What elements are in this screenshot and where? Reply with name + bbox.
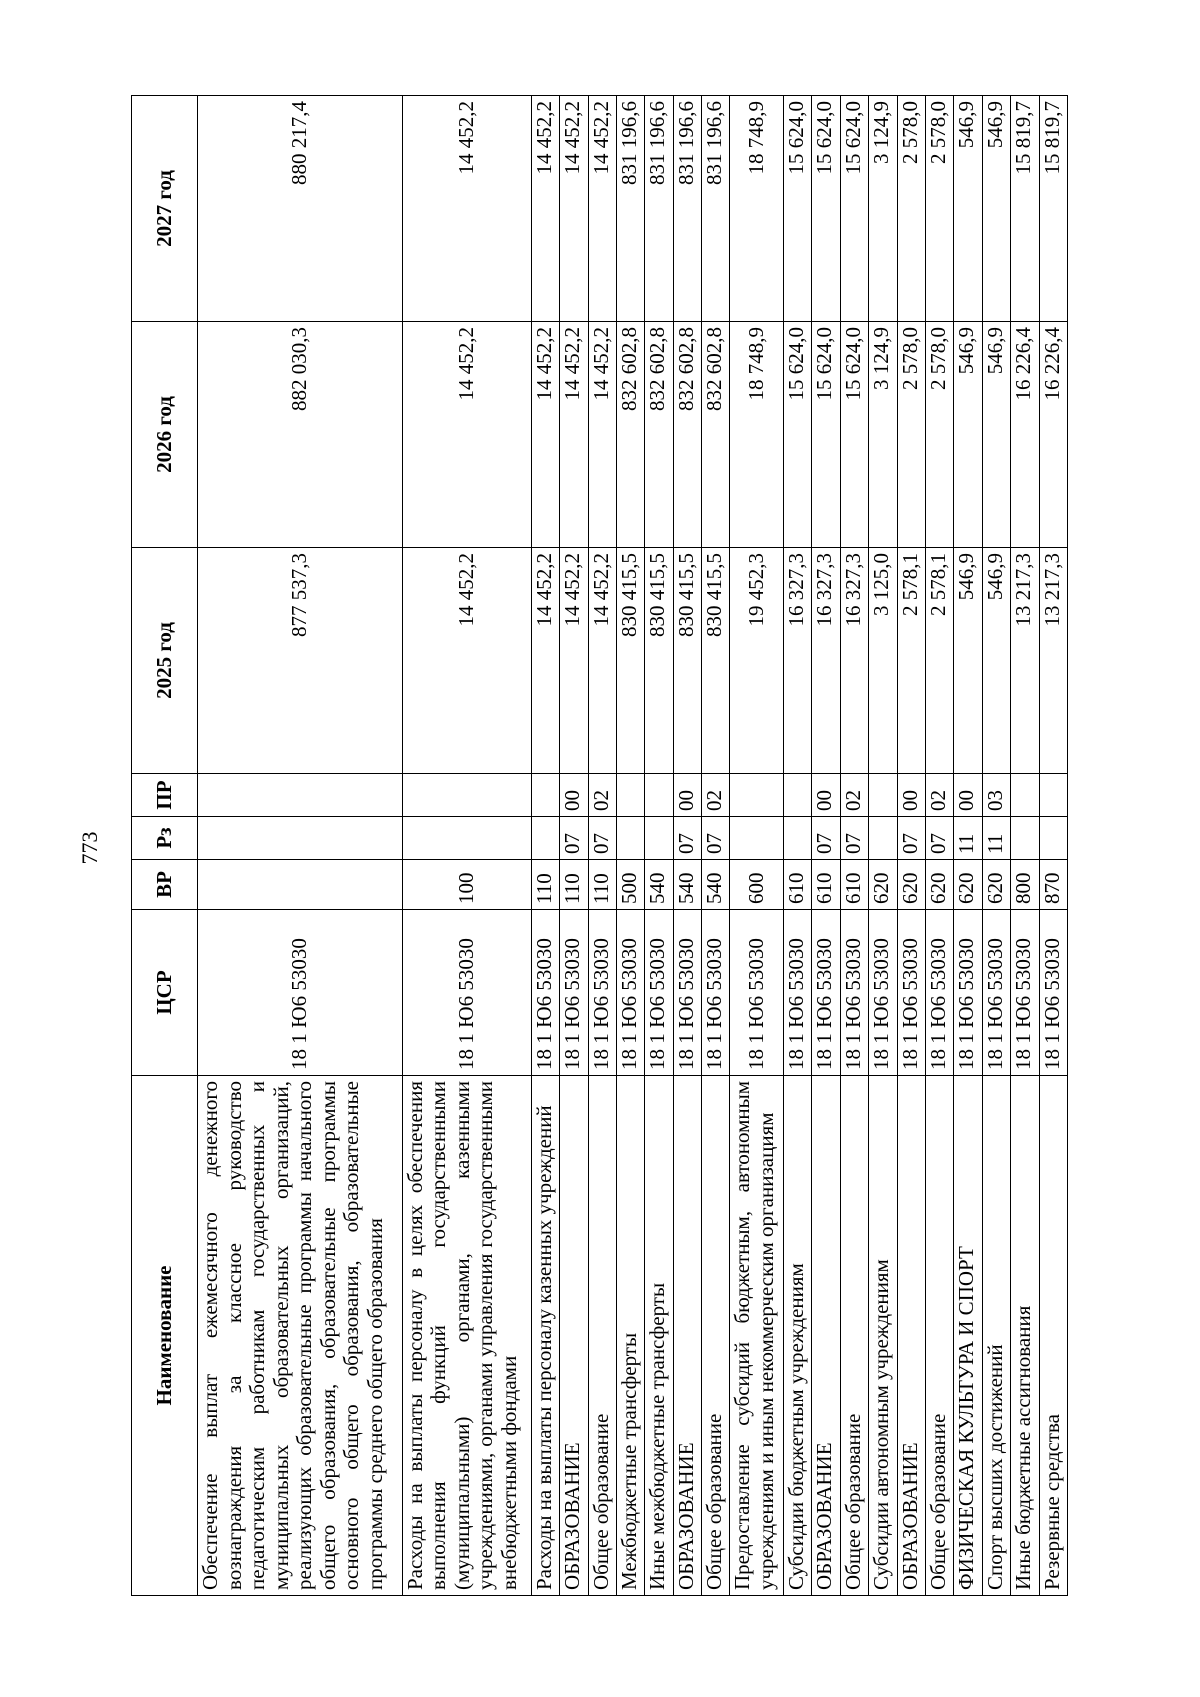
row-csr: 18 1 Ю6 53030: [730, 910, 784, 1076]
row-csr: 18 1 Ю6 53030: [840, 910, 868, 1076]
header-2025: 2025 год: [132, 548, 198, 774]
row-name: Субсидии автономным учреждениям: [869, 1076, 897, 1596]
row-vr: 540: [702, 860, 730, 910]
row-name: ОБРАЗОВАНИЕ: [897, 1076, 925, 1596]
row-name: ОБРАЗОВАНИЕ: [673, 1076, 701, 1596]
row-2025: 2 578,1: [926, 548, 954, 774]
row-csr: 18 1 Ю6 53030: [784, 910, 812, 1076]
table-row: [784, 96, 812, 1596]
row-pr: 02: [840, 774, 868, 817]
row-2025: 19 452,3: [730, 548, 784, 774]
row-csr: 18 1 Ю6 53030: [812, 910, 840, 1076]
row-2025: 546,9: [982, 548, 1010, 774]
row-2026: 832 602,8: [616, 322, 644, 548]
row-vr: 110: [531, 860, 559, 910]
row-2025: 14 452,2: [531, 548, 559, 774]
row-2026: 14 452,2: [588, 322, 616, 548]
row-2025: 16 327,3: [840, 548, 868, 774]
row-2025: 13 217,3: [1011, 548, 1039, 774]
row-name: Субсидии бюджетным учреждениям: [784, 1076, 812, 1596]
row-2025: 546,9: [954, 548, 982, 774]
row-pr: 00: [812, 774, 840, 817]
row-2027: 831 196,6: [616, 96, 644, 322]
row-rz: [531, 817, 559, 860]
row-2025: 14 452,2: [560, 548, 588, 774]
row-rz: 11: [954, 817, 982, 860]
header-2027: 2027 год: [132, 96, 198, 322]
row-pr: [402, 774, 531, 817]
table-row: [702, 96, 730, 1596]
row-rz: [645, 817, 673, 860]
row-csr: 18 1 Ю6 53030: [616, 910, 644, 1076]
row-vr: 540: [673, 860, 701, 910]
row-name: Иные межбюджетные трансферты: [645, 1076, 673, 1596]
row-vr: 110: [560, 860, 588, 910]
row-csr: 18 1 Ю6 53030: [588, 910, 616, 1076]
row-name: Общее образование: [702, 1076, 730, 1596]
row-rz: 07: [897, 817, 925, 860]
row-2026: 2 578,0: [926, 322, 954, 548]
row-2026: 3 124,9: [869, 322, 897, 548]
row-name: ОБРАЗОВАНИЕ: [560, 1076, 588, 1596]
row-pr: [784, 774, 812, 817]
row-pr: 03: [982, 774, 1010, 817]
row-rz: [198, 817, 403, 860]
row-rz: 07: [673, 817, 701, 860]
row-2025: 14 452,2: [402, 548, 531, 774]
row-rz: [784, 817, 812, 860]
table-row: [840, 96, 868, 1596]
header-name: Наименование: [132, 1076, 198, 1596]
row-2026: 15 624,0: [812, 322, 840, 548]
row-rz: 11: [982, 817, 1010, 860]
row-2027: 15 624,0: [784, 96, 812, 322]
row-2027: 546,9: [982, 96, 1010, 322]
row-2026: 882 030,3: [198, 322, 403, 548]
row-name: Расходы на выплаты персоналу в целях обеспечения выполнения функций государственными (муниципальными) органами, казенными учреждениями, органами управления государственными внебюджетными фондами: [402, 1076, 531, 1596]
table-row: [954, 96, 982, 1596]
row-rz: [402, 817, 531, 860]
row-vr: 610: [784, 860, 812, 910]
row-2026: 546,9: [954, 322, 982, 548]
row-2025: 3 125,0: [869, 548, 897, 774]
table-row: [645, 96, 673, 1596]
row-vr: 600: [730, 860, 784, 910]
table-row: [588, 96, 616, 1596]
row-2027: 14 452,2: [531, 96, 559, 322]
row-name: Обеспечение выплат ежемесячного денежного вознаграждения за классное руководство педагогическим работникам государственных и муниципальных образовательных организаций, реализующих образовательные программы начального общего образования, образовательные программы основного общего образования, образовательные программы среднего общего образования: [198, 1076, 403, 1596]
row-vr: 620: [926, 860, 954, 910]
row-2027: 2 578,0: [897, 96, 925, 322]
row-csr: 18 1 Ю6 53030: [1039, 910, 1067, 1076]
row-2025: 13 217,3: [1039, 548, 1067, 774]
row-vr: 620: [869, 860, 897, 910]
row-pr: [645, 774, 673, 817]
row-2025: 16 327,3: [812, 548, 840, 774]
row-2027: 15 624,0: [840, 96, 868, 322]
row-name: Межбюджетные трансферты: [616, 1076, 644, 1596]
row-csr: 18 1 Ю6 53030: [1011, 910, 1039, 1076]
row-2027: 3 124,9: [869, 96, 897, 322]
row-name: Общее образование: [840, 1076, 868, 1596]
row-pr: [1011, 774, 1039, 817]
row-pr: [1039, 774, 1067, 817]
row-rz: 07: [560, 817, 588, 860]
row-csr: 18 1 Ю6 53030: [982, 910, 1010, 1076]
row-2026: 832 602,8: [645, 322, 673, 548]
row-name: Расходы на выплаты персоналу казенных учреждений: [531, 1076, 559, 1596]
row-2027: 14 452,2: [588, 96, 616, 322]
table-row: [402, 96, 531, 1596]
row-rz: 07: [812, 817, 840, 860]
row-csr: 18 1 Ю6 53030: [702, 910, 730, 1076]
row-2027: 15 819,7: [1039, 96, 1067, 322]
table-row: [198, 96, 403, 1596]
row-name: Предоставление субсидий бюджетным, автономным учреждениям и иным некоммерческим организациям: [730, 1076, 784, 1596]
row-csr: 18 1 Ю6 53030: [897, 910, 925, 1076]
row-2025: 830 415,5: [645, 548, 673, 774]
row-pr: [730, 774, 784, 817]
row-2025: 877 537,3: [198, 548, 403, 774]
table-row: [812, 96, 840, 1596]
row-pr: [616, 774, 644, 817]
row-2025: 16 327,3: [784, 548, 812, 774]
table-row: [869, 96, 897, 1596]
row-csr: 18 1 Ю6 53030: [869, 910, 897, 1076]
table-row: [926, 96, 954, 1596]
table-row: [1011, 96, 1039, 1596]
row-vr: 610: [812, 860, 840, 910]
row-2027: 14 452,2: [560, 96, 588, 322]
row-2027: 831 196,6: [673, 96, 701, 322]
row-pr: 02: [926, 774, 954, 817]
row-pr: 00: [673, 774, 701, 817]
row-2027: 18 748,9: [730, 96, 784, 322]
row-2026: 15 624,0: [784, 322, 812, 548]
table-row: [531, 96, 559, 1596]
row-pr: [869, 774, 897, 817]
row-pr: 00: [954, 774, 982, 817]
header-2026: 2026 год: [132, 322, 198, 548]
row-vr: 610: [840, 860, 868, 910]
budget-table-rotated: [131, 96, 1068, 1596]
budget-table: [131, 95, 1068, 1596]
row-2026: 14 452,2: [560, 322, 588, 548]
row-name: Спорт высших достижений: [982, 1076, 1010, 1596]
table-row: [897, 96, 925, 1596]
row-csr: 18 1 Ю6 53030: [198, 910, 403, 1076]
row-csr: 18 1 Ю6 53030: [402, 910, 531, 1076]
row-vr: 110: [588, 860, 616, 910]
row-name: ОБРАЗОВАНИЕ: [812, 1076, 840, 1596]
row-2026: 2 578,0: [897, 322, 925, 548]
row-2026: 14 452,2: [402, 322, 531, 548]
row-pr: [198, 774, 403, 817]
row-2027: 831 196,6: [702, 96, 730, 322]
header-vr: ВР: [132, 860, 198, 910]
header-csr: ЦСР: [132, 910, 198, 1076]
row-2026: 15 624,0: [840, 322, 868, 548]
row-csr: 18 1 Ю6 53030: [560, 910, 588, 1076]
row-rz: [1039, 817, 1067, 860]
row-2027: 15 624,0: [812, 96, 840, 322]
row-vr: 100: [402, 860, 531, 910]
table-row: [616, 96, 644, 1596]
row-rz: 07: [702, 817, 730, 860]
row-vr: [198, 860, 403, 910]
row-2027: 546,9: [954, 96, 982, 322]
table-row: [1039, 96, 1067, 1596]
table-row: [673, 96, 701, 1596]
row-2025: 2 578,1: [897, 548, 925, 774]
row-2025: 14 452,2: [588, 548, 616, 774]
row-name: Общее образование: [926, 1076, 954, 1596]
row-vr: 870: [1039, 860, 1067, 910]
table-header-row: [132, 96, 198, 1596]
row-pr: 00: [897, 774, 925, 817]
row-2026: 18 748,9: [730, 322, 784, 548]
row-2025: 830 415,5: [702, 548, 730, 774]
row-2027: 880 217,4: [198, 96, 403, 322]
row-name: ФИЗИЧЕСКАЯ КУЛЬТУРА И СПОРТ: [954, 1076, 982, 1596]
row-2027: 2 578,0: [926, 96, 954, 322]
row-csr: 18 1 Ю6 53030: [926, 910, 954, 1076]
table-row: [730, 96, 784, 1596]
row-2027: 15 819,7: [1011, 96, 1039, 322]
row-csr: 18 1 Ю6 53030: [645, 910, 673, 1076]
table-row: [560, 96, 588, 1596]
row-name: Общее образование: [588, 1076, 616, 1596]
row-rz: 07: [840, 817, 868, 860]
row-csr: 18 1 Ю6 53030: [954, 910, 982, 1076]
row-pr: 02: [588, 774, 616, 817]
row-vr: 620: [982, 860, 1010, 910]
row-rz: [730, 817, 784, 860]
row-pr: 00: [560, 774, 588, 817]
row-rz: [616, 817, 644, 860]
page-number: 773: [77, 831, 102, 865]
row-rz: [1011, 817, 1039, 860]
row-vr: 620: [954, 860, 982, 910]
row-name: Резервные средства: [1039, 1076, 1067, 1596]
row-2026: 16 226,4: [1011, 322, 1039, 548]
row-rz: 07: [926, 817, 954, 860]
row-2026: 832 602,8: [673, 322, 701, 548]
row-rz: 07: [588, 817, 616, 860]
row-csr: 18 1 Ю6 53030: [673, 910, 701, 1076]
row-2027: 831 196,6: [645, 96, 673, 322]
row-2027: 14 452,2: [402, 96, 531, 322]
header-pr: ПР: [132, 774, 198, 817]
row-pr: [531, 774, 559, 817]
row-vr: 500: [616, 860, 644, 910]
row-2026: 832 602,8: [702, 322, 730, 548]
table-row: [982, 96, 1010, 1596]
row-2025: 830 415,5: [673, 548, 701, 774]
row-2026: 546,9: [982, 322, 1010, 548]
row-vr: 540: [645, 860, 673, 910]
row-pr: 02: [702, 774, 730, 817]
row-csr: 18 1 Ю6 53030: [531, 910, 559, 1076]
row-2026: 16 226,4: [1039, 322, 1067, 548]
row-rz: [869, 817, 897, 860]
header-rz: Рз: [132, 817, 198, 860]
row-2025: 830 415,5: [616, 548, 644, 774]
row-vr: 620: [897, 860, 925, 910]
row-2026: 14 452,2: [531, 322, 559, 548]
row-name: Иные бюджетные ассигнования: [1011, 1076, 1039, 1596]
row-vr: 800: [1011, 860, 1039, 910]
